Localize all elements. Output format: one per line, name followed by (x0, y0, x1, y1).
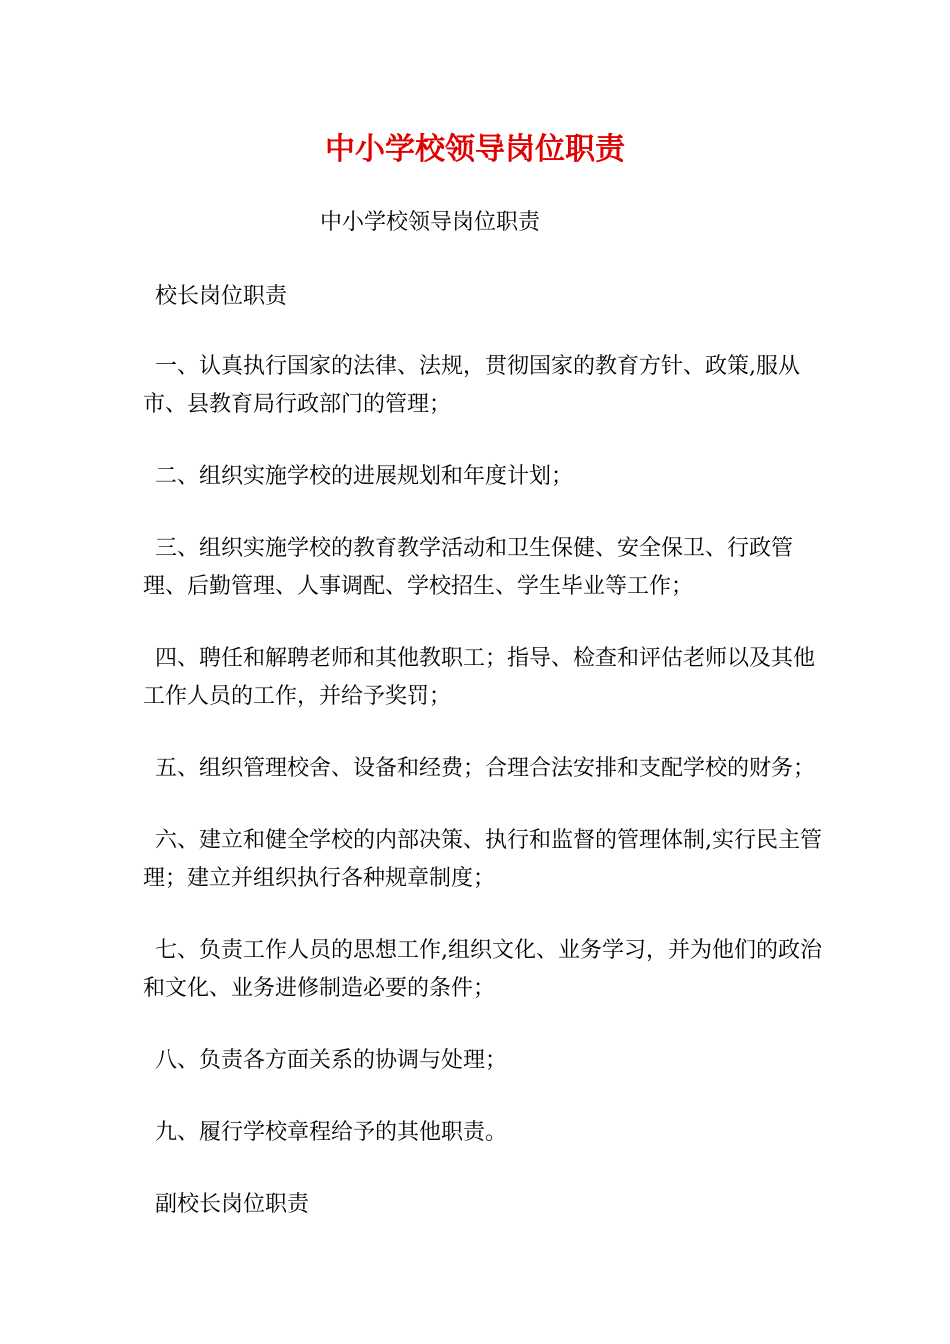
section-heading-principal: 校长岗位职责 (155, 284, 288, 309)
duty-item-6: 六、建立和健全学校的内部决策、执行和监督的管理体制,实行民主管理；建立并组织执行各种规章制度； (143, 828, 822, 891)
duty-item-4: 四、聘任和解聘老师和其他教职工；指导、检查和评估老师以及其他工作人员的工作，并给予奖罚； (143, 646, 816, 709)
duty-item-1: 一、认真执行国家的法律、法规，贯彻国家的教育方针、政策,服从市、县教育局行政部门的管理； (143, 354, 800, 417)
section-heading-vice-principal: 副校长岗位职责 (155, 1192, 310, 1217)
duty-item-9: 九、履行学校章程给予的其他职责。 (155, 1120, 508, 1145)
duty-item-8: 八、负责各方面关系的协调与处理； (155, 1048, 508, 1073)
duty-item-3: 三、组织实施学校的教育教学活动和卫生保健、安全保卫、行政管理、后勤管理、人事调配、学校招生、学生毕业等工作； (143, 536, 794, 599)
document-subtitle: 中小学校领导岗位职责 (320, 210, 541, 235)
document-title: 中小学校领导岗位职责 (325, 132, 625, 167)
duty-item-2: 二、组织实施学校的进展规划和年度计划； (155, 464, 574, 489)
duty-item-5: 五、组织管理校舍、设备和经费；合理合法安排和支配学校的财务； (155, 756, 816, 781)
duty-item-7: 七、负责工作人员的思想工作,组织文化、业务学习，并为他们的政治和文化、业务进修制造必要的条件； (143, 938, 822, 1001)
